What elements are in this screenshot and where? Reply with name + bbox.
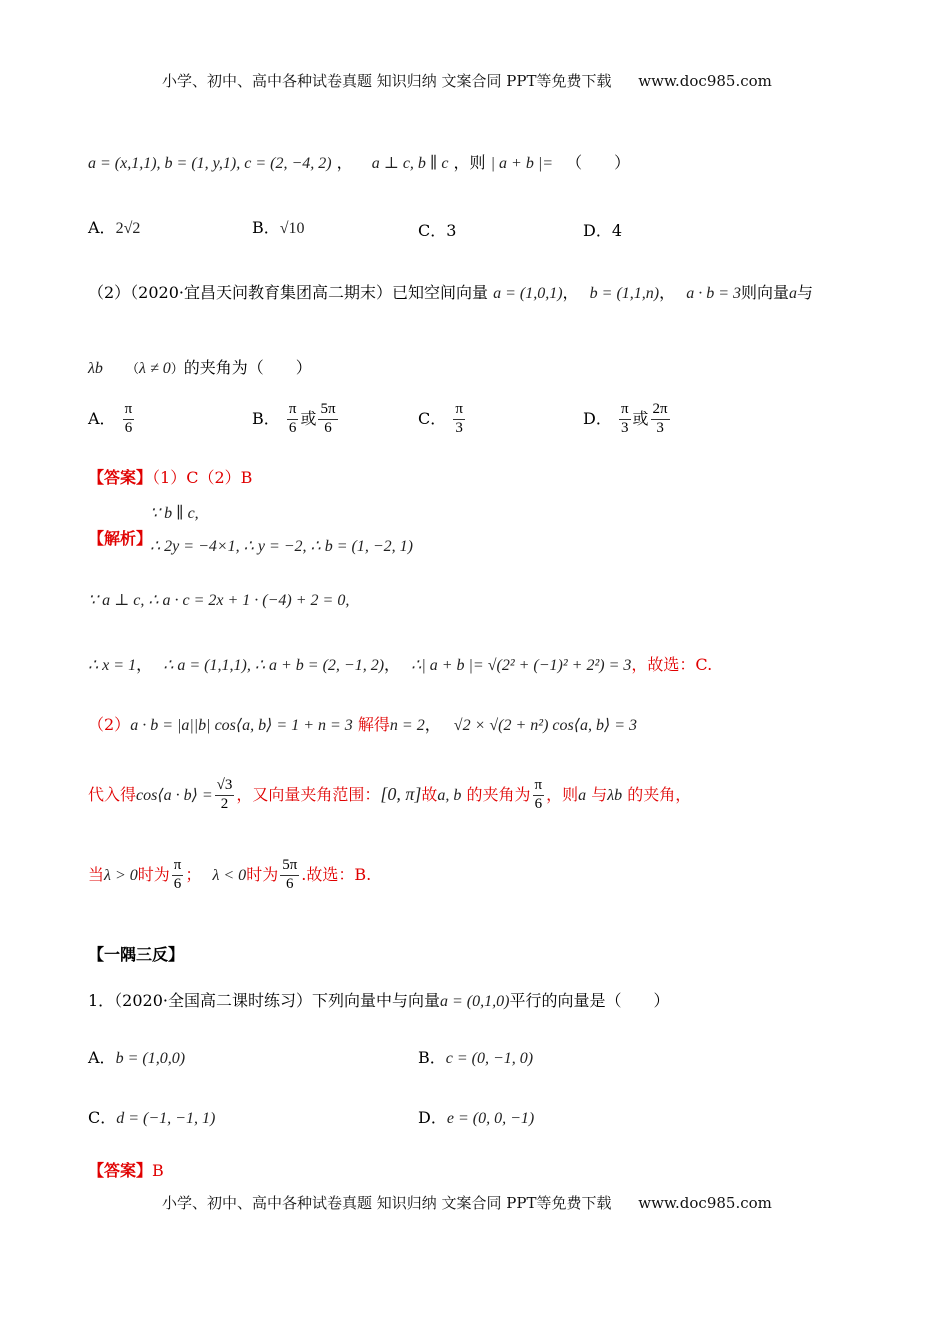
math-segment: λb bbox=[607, 786, 623, 804]
ex1-stem bbox=[88, 988, 669, 1011]
analysis-line1: ∵ b ∥ c, bbox=[150, 505, 199, 522]
math-segment: cos⟨a · b⟩ = bbox=[136, 786, 213, 804]
footer-text: 小学、初中、高中各种试卷真题 知识归纳 文案合同 PPT等免费下载 bbox=[162, 1194, 612, 1212]
option-value: c = (0, −1, 0) bbox=[445, 1050, 534, 1067]
q2-stem-line2 bbox=[88, 355, 312, 378]
fraction-num: π bbox=[453, 402, 465, 420]
option-label: B． bbox=[252, 408, 280, 428]
text: ，则 bbox=[546, 784, 579, 804]
math-segment: a bbox=[578, 786, 587, 804]
math-segment: ∴ x = 1 bbox=[88, 657, 137, 674]
q2-with: 与 bbox=[797, 283, 814, 302]
math-segment: √2 × √(2 + n²) cos⟨a, b⟩ = 3 bbox=[453, 717, 638, 734]
option-value: e = (0, 0, −1) bbox=[446, 1110, 535, 1127]
q2-option-c bbox=[418, 402, 467, 437]
text: ； bbox=[185, 864, 202, 884]
math-segment: a, b bbox=[437, 786, 462, 804]
option-label: C． bbox=[418, 221, 447, 240]
option-label: B． bbox=[252, 218, 280, 237]
footer-site-link[interactable]: www.doc985.com bbox=[638, 1194, 772, 1212]
q1-then: ，则 bbox=[453, 153, 486, 172]
q2-a-math: a = (1,0,1) bbox=[493, 285, 563, 302]
fraction-num: π bbox=[172, 858, 184, 876]
punct: ， bbox=[424, 715, 441, 734]
text: 的夹角为 bbox=[466, 784, 531, 804]
q2-mid: 则向量 bbox=[741, 283, 790, 302]
fraction bbox=[651, 402, 670, 437]
q1-option-d bbox=[583, 218, 622, 241]
q2-option-a bbox=[88, 402, 136, 437]
punct: ， bbox=[136, 655, 153, 674]
header-site-link[interactable]: www.doc985.com bbox=[638, 72, 772, 90]
fraction bbox=[123, 402, 135, 437]
fraction bbox=[280, 858, 299, 893]
q1-stem bbox=[88, 150, 630, 173]
ex1-answer-line bbox=[88, 1158, 164, 1181]
fraction bbox=[172, 858, 184, 893]
option-label: D． bbox=[418, 1108, 447, 1127]
text: 的夹角， bbox=[627, 784, 692, 804]
answer-tag: 【答案】 bbox=[88, 468, 153, 487]
q1-condition-math: a ⊥ c, b ∥ c bbox=[371, 155, 449, 172]
q2-tail: 的夹角为（ ） bbox=[183, 358, 312, 377]
option-label: B． bbox=[418, 1048, 446, 1067]
math-segment: n = 2 bbox=[389, 717, 425, 734]
option-label: D． bbox=[583, 408, 612, 428]
section-title: 【一隅三反】 bbox=[88, 945, 185, 964]
page-footer bbox=[162, 1192, 772, 1213]
analysis-part2-line2 bbox=[88, 778, 691, 813]
fraction-num: π bbox=[123, 402, 135, 420]
header-text: 小学、初中、高中各种试卷真题 知识归纳 文案合同 PPT等免费下载 bbox=[162, 72, 612, 90]
fraction-den: 6 bbox=[285, 875, 294, 892]
option-value: 2√2 bbox=[115, 220, 141, 237]
analysis-line3: ∵ a ⊥ c, ∴ a · c = 2x + 1 · (−4) + 2 = 0, bbox=[88, 592, 350, 609]
text: 故 bbox=[421, 784, 438, 804]
analysis-part2-line3 bbox=[88, 858, 371, 893]
fraction-num: π bbox=[533, 778, 545, 796]
option-value: √10 bbox=[279, 220, 305, 237]
ex1-a-math: a = (0,1,0) bbox=[440, 993, 510, 1010]
analysis-line4 bbox=[88, 652, 712, 675]
text: 当 bbox=[88, 864, 105, 884]
q1-option-b bbox=[252, 215, 305, 238]
q2-stem-line1 bbox=[88, 280, 813, 303]
option-label: C． bbox=[418, 408, 447, 428]
q2-lambda-b: λb bbox=[88, 360, 103, 377]
q2-prefix: （2）（2020·宜昌天问教育集团高二期末）已知空间向量 bbox=[88, 283, 488, 302]
option-value: 4 bbox=[611, 221, 623, 240]
text: ，又向量夹角范围： bbox=[236, 784, 381, 804]
ex1-option-a bbox=[88, 1045, 185, 1068]
q2-paren-open: （ bbox=[126, 362, 140, 377]
option-label: A． bbox=[88, 218, 116, 237]
fraction-den: 6 bbox=[534, 795, 543, 812]
q2-lambda-cond: λ ≠ 0 bbox=[139, 360, 171, 377]
math-segment: ∴ a = (1,1,1), ∴ a + b = (2, −1, 2) bbox=[163, 657, 385, 674]
q2-paren-close: ） bbox=[170, 362, 184, 377]
ex1-option-c bbox=[88, 1105, 215, 1128]
option-label: A． bbox=[88, 1048, 116, 1067]
q1-option-c bbox=[418, 218, 456, 241]
text: 时为 bbox=[246, 864, 279, 884]
fraction bbox=[453, 402, 465, 437]
math-segment: λ > 0 bbox=[104, 866, 138, 884]
option-value: 3 bbox=[446, 221, 457, 240]
fraction-den: 6 bbox=[324, 419, 332, 436]
fraction-den: 3 bbox=[656, 419, 664, 436]
q2-option-d bbox=[583, 402, 672, 437]
fraction-den: 3 bbox=[620, 419, 629, 436]
math-segment: ∴| a + b |= √(2² + (−1)² + 2²) = 3 bbox=[411, 657, 632, 674]
fraction bbox=[287, 402, 299, 437]
page-header bbox=[162, 70, 772, 91]
q1-vectors-math: a = (x,1,1), b = (1, y,1), c = (2, −4, 2) bbox=[88, 155, 332, 172]
fraction bbox=[533, 778, 545, 813]
option-label: C． bbox=[88, 1108, 117, 1127]
part-label: （2） bbox=[88, 715, 131, 734]
answer-text: （1）C（2）B bbox=[152, 468, 253, 487]
math-segment: a · b = |a||b| cos⟨a, b⟩ = 1 + n = 3 bbox=[130, 717, 353, 734]
solve-text: 解得 bbox=[357, 715, 390, 734]
ex1-tail: 平行的向量是（ ） bbox=[509, 991, 670, 1010]
text: .故选：B. bbox=[301, 864, 372, 884]
q2-comma: ， bbox=[562, 283, 579, 302]
analysis-line2: ∴ 2y = −4×1, ∴ y = −2, ∴ b = (1, −2, 1) bbox=[150, 538, 413, 555]
q2-b-math: b = (1,1,n) bbox=[589, 285, 660, 302]
punct: ， bbox=[384, 655, 401, 674]
text: 与 bbox=[591, 784, 608, 804]
q2-comma: ， bbox=[659, 283, 676, 302]
fraction-num: π bbox=[287, 402, 299, 420]
q2-dot-math: a · b = 3 bbox=[686, 285, 742, 302]
ex1-prefix: 1．（2020·全国高二课时练习）下列向量中与向量 bbox=[88, 991, 440, 1010]
ex1-option-d bbox=[418, 1105, 534, 1128]
answer-text: B bbox=[152, 1161, 164, 1180]
fraction-den: 6 bbox=[288, 419, 297, 436]
option-label: A． bbox=[88, 408, 116, 428]
option-label: D． bbox=[583, 221, 612, 240]
ex1-option-b bbox=[418, 1045, 533, 1068]
fraction-num: 2π bbox=[651, 402, 670, 420]
fraction bbox=[619, 402, 631, 437]
fraction-den: 6 bbox=[173, 875, 182, 892]
fraction-num: 5π bbox=[280, 858, 299, 876]
fraction-num: 5π bbox=[318, 402, 337, 420]
q2-option-b bbox=[252, 402, 340, 437]
text: 代入得 bbox=[88, 784, 137, 804]
fraction-num: √3 bbox=[215, 778, 235, 796]
math-segment: λ < 0 bbox=[212, 866, 247, 884]
fraction-den: 2 bbox=[220, 795, 229, 812]
q1-sep: ， bbox=[336, 153, 353, 172]
option-value: d = (−1, −1, 1) bbox=[116, 1110, 216, 1127]
conclusion-text: ，故选：C. bbox=[631, 655, 713, 674]
analysis-part2-line1 bbox=[88, 712, 637, 735]
text: 时为 bbox=[137, 864, 170, 884]
q1-option-a bbox=[88, 215, 140, 238]
option-value: b = (1,0,0) bbox=[115, 1050, 186, 1067]
answer-line bbox=[88, 465, 252, 488]
fraction-num: π bbox=[619, 402, 631, 420]
fraction-den: 3 bbox=[455, 419, 463, 436]
fraction-den: 6 bbox=[124, 419, 133, 436]
option-or: 或 bbox=[632, 408, 649, 428]
answer-tag: 【答案】 bbox=[88, 1161, 153, 1180]
fraction bbox=[215, 778, 235, 813]
option-or: 或 bbox=[300, 408, 317, 428]
q1-paren: （ ） bbox=[566, 153, 631, 172]
analysis-tag: 【解析】 bbox=[88, 529, 153, 548]
q1-ask-math: | a + b |= bbox=[490, 155, 554, 172]
q2-a-var: a bbox=[789, 285, 798, 302]
fraction bbox=[318, 402, 337, 437]
math-segment: [0, π] bbox=[380, 783, 422, 804]
